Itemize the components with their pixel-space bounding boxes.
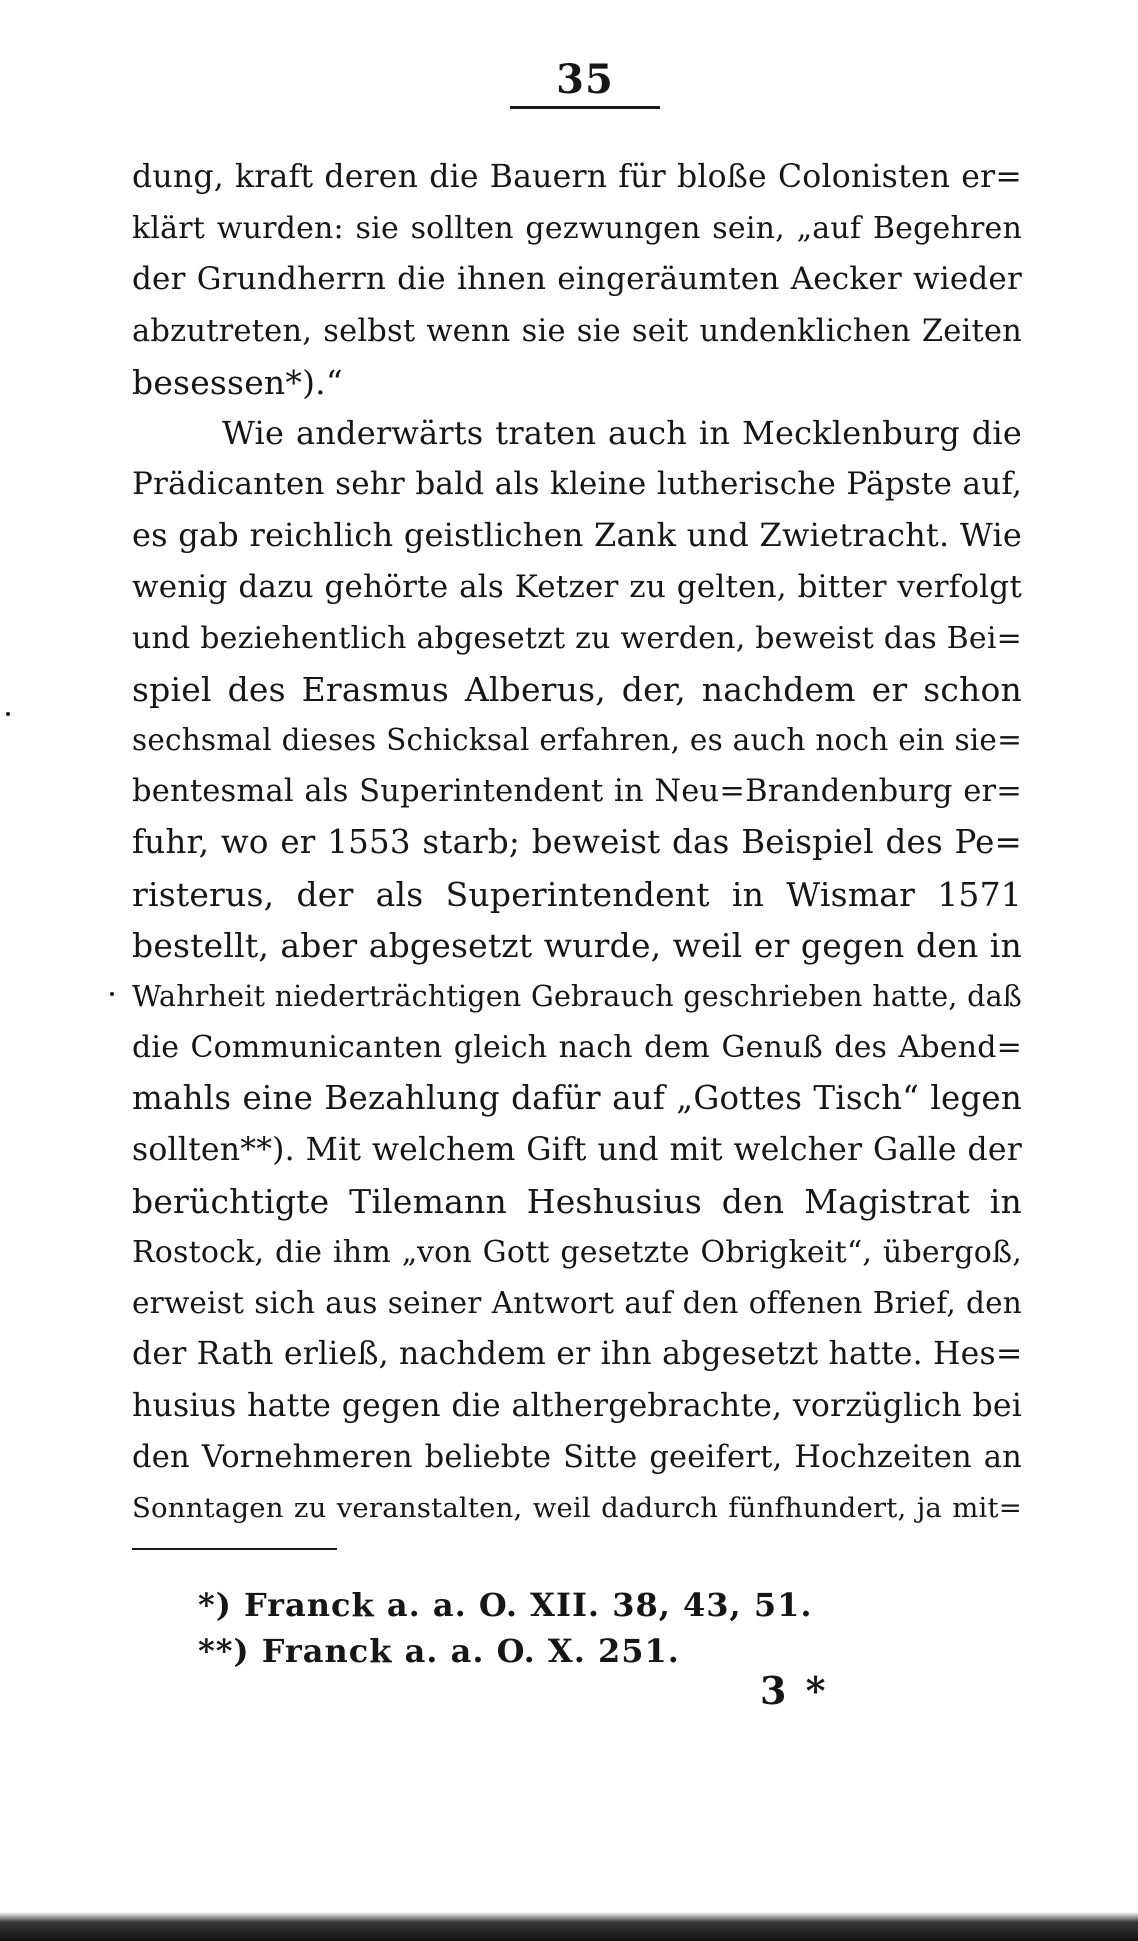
footnotes <box>198 1582 898 1674</box>
text-line: Wahrheit niederträchtigen Gebrauch geschrieben hatte, daß <box>132 980 1022 1013</box>
text-line: sollten**). Mit welchem Gift und mit welcher Galle der <box>132 1131 1022 1168</box>
scan-speck <box>110 992 114 996</box>
text-line: sechsmal dieses Schicksal erfahren, es auch noch ein sie= <box>132 723 1022 758</box>
text-line: dung, kraft deren die Bauern für bloße Colonisten er= <box>132 159 1022 195</box>
text-line: die Communicanten gleich nach dem Genuß des Abend= <box>132 1030 1022 1066</box>
text-line: fuhr, wo er 1553 starb; beweist das Beispiel des Pe= <box>132 823 1022 862</box>
text-line: bestellt, aber abgesetzt wurde, weil er gegen den in <box>132 925 1022 965</box>
text-line: Sonntagen zu veranstalten, weil dadurch fünfhundert, ja mit= <box>132 1491 1022 1524</box>
text-line: berüchtigte Tilemann Heshusius den Magistrat in <box>132 1181 1022 1221</box>
text-line: bentesmal als Superintendent in Neu=Brandenburg er= <box>132 774 1022 810</box>
text-line: husius hatte gegen die althergebrachte, vorzüglich bei <box>132 1387 1022 1424</box>
text-line: Wie anderwärts traten auch in Mecklenburg die <box>222 413 1022 452</box>
text-line: wenig dazu gehörte als Ketzer zu gelten, bitter verfolgt <box>132 568 1022 605</box>
text-line: spiel des Erasmus Alberus, der, nachdem er schon <box>132 669 1022 709</box>
text-line: der Grundherrn die ihnen eingeräumten Aecker wieder <box>132 261 1022 298</box>
text-line: es gab reichlich geistlichen Zank und Zwietracht. Wie <box>132 516 1022 555</box>
footnote: **) Franck a. a. O. X. 251. <box>198 1632 680 1670</box>
text-line: klärt wurden: sie sollten gezwungen sein, „auf Begehren <box>132 211 1022 247</box>
text-line: abzutreten, selbst wenn sie sie seit undenklichen Zeiten <box>132 313 1022 349</box>
text-line: den Vornehmeren beliebte Sitte geeifert, Hochzeiten an <box>132 1439 1022 1475</box>
text-line: Prädicanten sehr bald als kleine lutherische Päpste auf, <box>132 466 1022 503</box>
page-number: 35 <box>556 56 614 103</box>
body-text <box>132 152 1022 1534</box>
signature-mark: 3 * <box>760 1668 829 1713</box>
footnote: *) Franck a. a. O. XII. 38, 43, 51. <box>198 1586 813 1624</box>
text-line: besessen*).“ <box>132 362 343 402</box>
text-line: und beziehentlich abgesetzt zu werden, beweist das Bei= <box>132 620 1022 656</box>
footnote-separator <box>132 1548 337 1550</box>
text-line: der Rath erließ, nachdem er ihn abgesetzt hatte. Hes= <box>132 1336 1023 1373</box>
text-line: risterus, der als Superintendent in Wismar 1571 <box>132 874 1022 914</box>
text-line: erweist sich aus seiner Antwort auf den offenen Brief, den <box>132 1286 1022 1321</box>
text-line: mahls eine Bezahlung dafür auf „Gottes Tisch“ legen <box>132 1079 1022 1118</box>
page-number-rule <box>510 106 660 109</box>
scan-speck <box>6 712 10 716</box>
text-line: Rostock, die ihm „von Gott gesetzte Obrigkeit“, übergoß, <box>132 1234 1022 1270</box>
scan-bottom-edge <box>0 1912 1138 1941</box>
